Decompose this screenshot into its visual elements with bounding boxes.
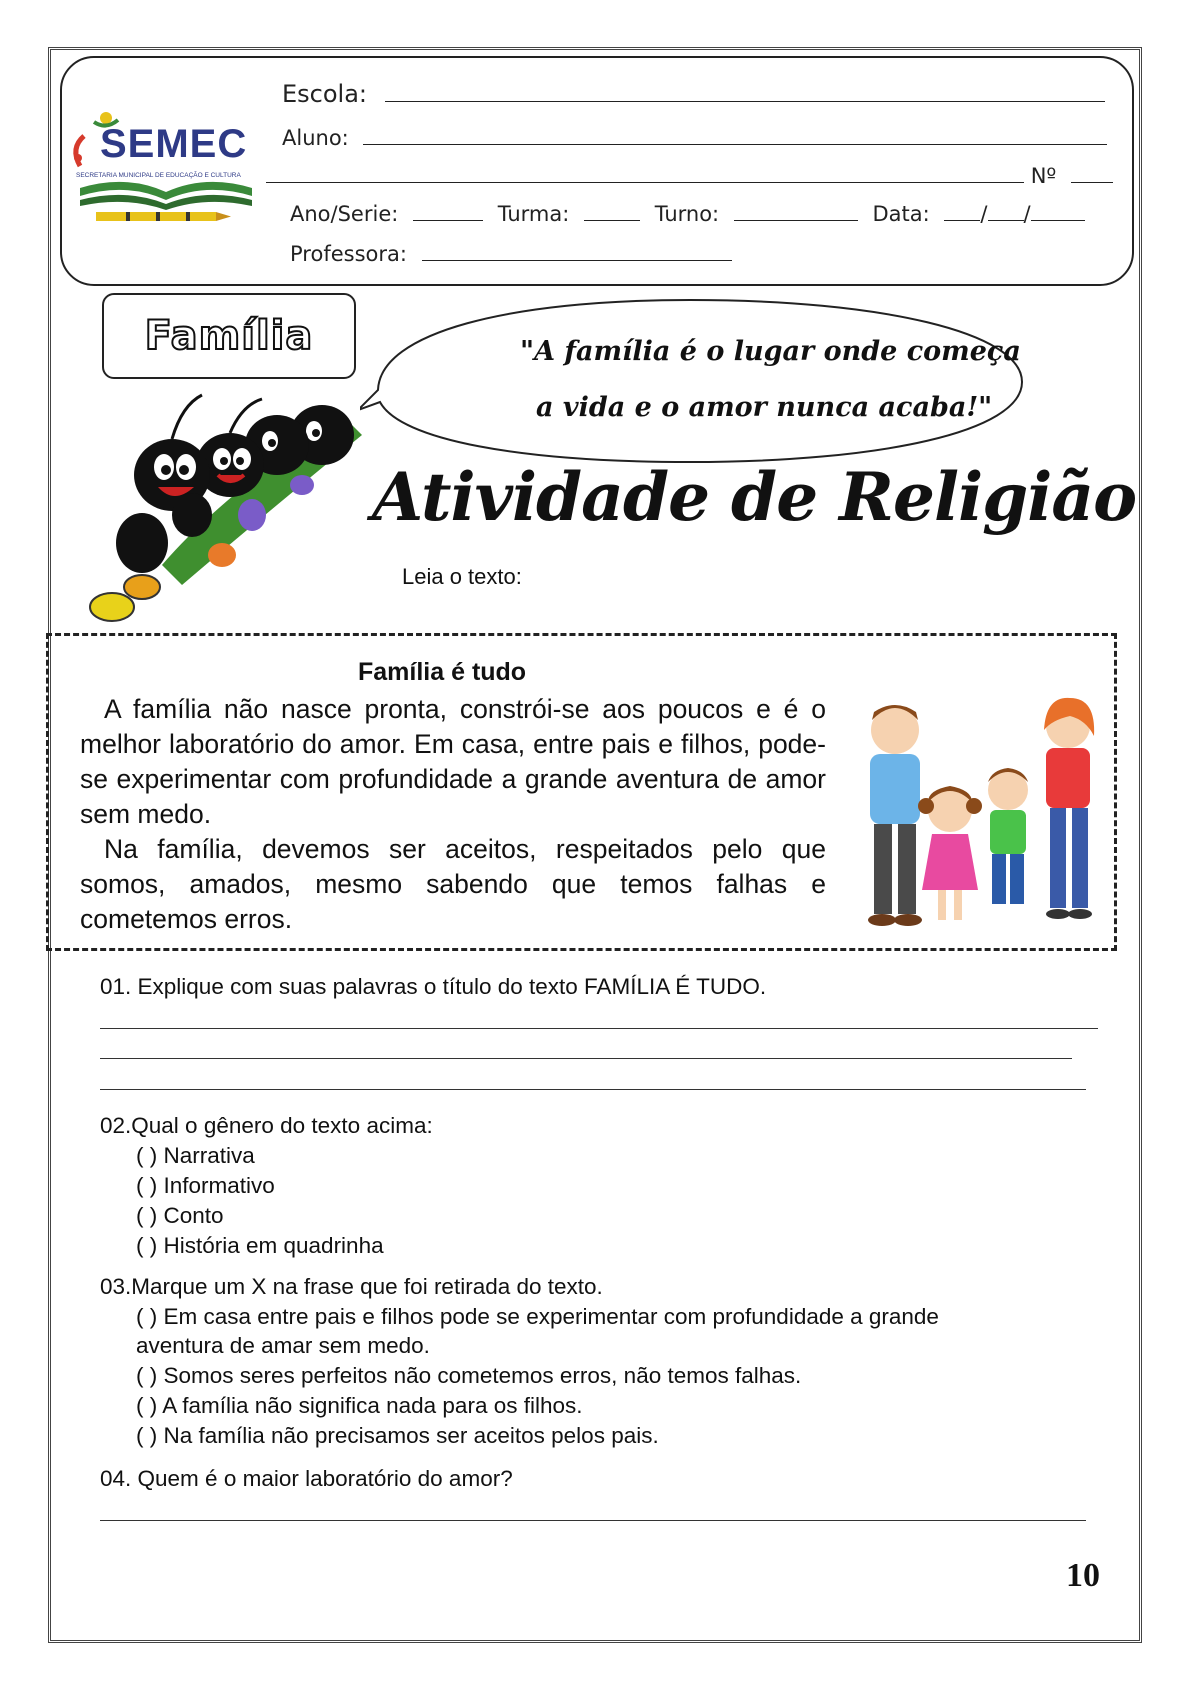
numero-row <box>266 162 1113 188</box>
turno-label: Turno: <box>654 202 720 226</box>
option-familia-nao-significa[interactable]: ( ) A família não significa nada para os filhos. <box>136 1393 583 1418</box>
page-number: 10 <box>1066 1557 1100 1594</box>
quote-line-2: a vida e o amor nunca acaba!" <box>536 392 993 423</box>
aluno-row <box>282 124 1107 150</box>
aluno-field-continued[interactable] <box>266 162 1024 183</box>
semec-logo <box>66 108 266 233</box>
option-nao-precisamos[interactable]: ( ) Na família não precisamos ser aceitos pelos pais. <box>136 1423 659 1448</box>
option-em-casa[interactable]: ( ) Em casa entre pais e filhos pode se experimentar com profundidade a grande <box>136 1304 939 1329</box>
data-month-field[interactable] <box>988 200 1024 221</box>
option-narrativa[interactable]: ( ) Narrativa <box>136 1143 255 1168</box>
class-info-row <box>290 200 1085 226</box>
read-instruction: Leia o texto: <box>402 564 522 589</box>
option-somos-seres-perfeitos[interactable]: ( ) Somos seres perfeitos não cometemos erros, não temos falhas. <box>136 1363 802 1388</box>
text-paragraph-2: Na família, devemos ser aceitos, respeitados pelo que somos, amados, mesmo sabendo que temos falhas e cometemos erros. <box>80 834 826 934</box>
professora-field[interactable] <box>422 240 732 261</box>
topic-label: Família <box>102 293 356 379</box>
question-1: 01. Explique com suas palavras o título do texto FAMÍLIA É TUDO. <box>100 974 767 999</box>
data-label: Data: <box>872 202 930 226</box>
date-separator: / <box>1023 202 1031 226</box>
date-separator: / <box>980 202 988 226</box>
data-day-field[interactable] <box>944 200 980 221</box>
family-illustration-icon <box>840 690 1112 945</box>
turma-label: Turma: <box>497 202 570 226</box>
speech-bubble <box>360 292 1030 468</box>
answer-line[interactable] <box>100 1028 1098 1029</box>
aluno-label: Aluno: <box>282 126 349 150</box>
ano-serie-field[interactable] <box>413 200 483 221</box>
ants-illustration-icon <box>72 375 372 637</box>
numero-field[interactable] <box>1071 162 1113 183</box>
text-paragraph-1: A família não nasce pronta, constrói-se aos poucos e é o melhor laboratório do amor. Em casa, entre pais e filhos, pode-se experimentar com profundidade a grande aventura de amor sem medo. <box>80 694 826 829</box>
turno-field[interactable] <box>734 200 858 221</box>
escola-row <box>282 80 1105 108</box>
numero-label: Nº <box>1030 164 1057 188</box>
option-em-casa-continued: aventura de amar sem medo. <box>136 1333 430 1358</box>
question-2: 02.Qual o gênero do texto acima: <box>100 1113 433 1138</box>
option-historia-em-quadrinha[interactable]: ( ) História em quadrinha <box>136 1233 384 1258</box>
question-4: 04. Quem é o maior laboratório do amor? <box>100 1466 513 1491</box>
option-conto[interactable]: ( ) Conto <box>136 1203 224 1228</box>
ano-serie-label: Ano/Serie: <box>290 202 399 226</box>
question-3: 03.Marque um X na frase que foi retirada do texto. <box>100 1274 603 1299</box>
escola-label: Escola: <box>282 80 368 108</box>
professora-row <box>290 240 732 266</box>
answer-line[interactable] <box>100 1058 1072 1059</box>
escola-field[interactable] <box>385 81 1105 102</box>
logo-title: SEMEC <box>100 122 248 166</box>
quote-line-1: "A família é o lugar onde começa <box>520 336 1021 367</box>
answer-line[interactable] <box>100 1520 1086 1521</box>
logo-subtitle: SECRETARIA MUNICIPAL DE EDUCAÇÃO E CULTURA <box>76 172 241 179</box>
main-title: Atividade de Religião <box>372 458 1137 536</box>
aluno-field[interactable] <box>363 124 1107 145</box>
data-year-field[interactable] <box>1031 200 1085 221</box>
option-informativo[interactable]: ( ) Informativo <box>136 1173 275 1198</box>
professora-label: Professora: <box>290 242 407 266</box>
text-title: Família é tudo <box>358 658 527 686</box>
answer-line[interactable] <box>100 1089 1086 1090</box>
turma-field[interactable] <box>584 200 640 221</box>
